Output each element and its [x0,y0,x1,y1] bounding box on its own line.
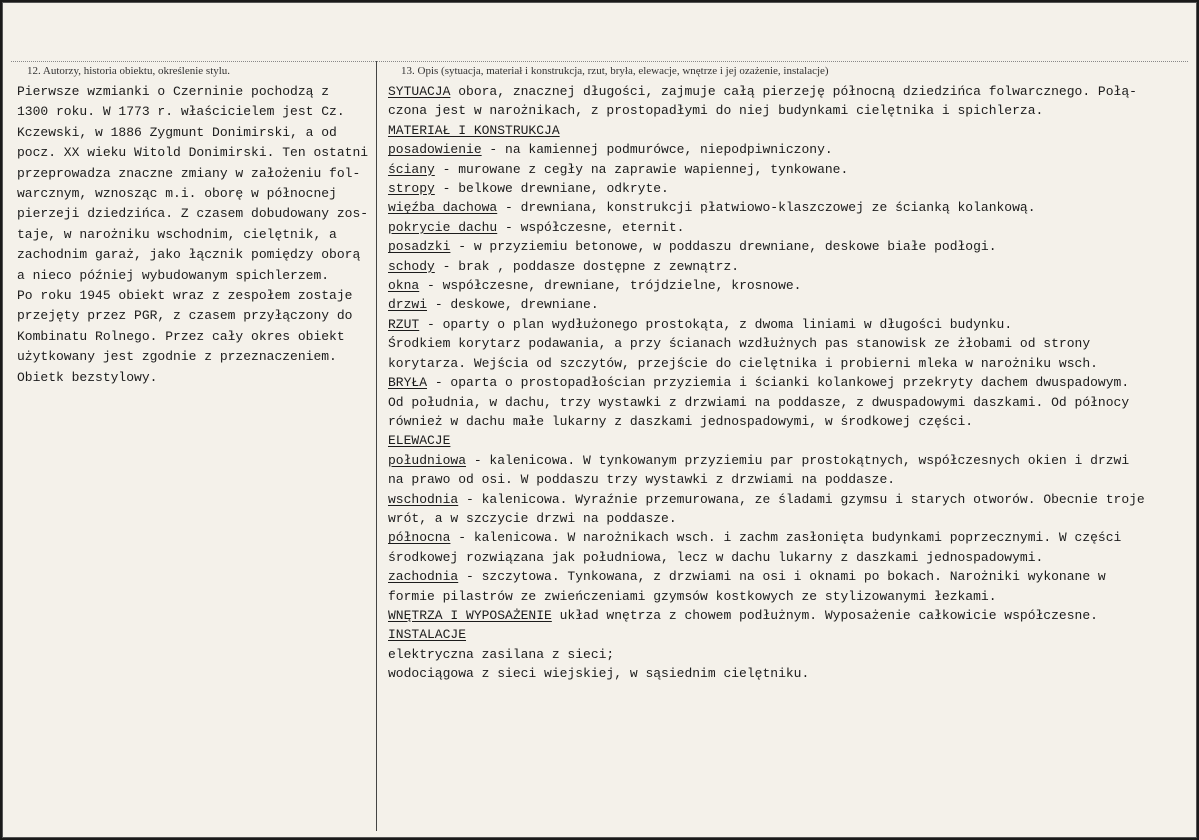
description-text: - kalenicowa. W tynkowanym przyziemiu par prostokątnych, współczesnych okien i drzwi [466,452,1130,468]
description-text: wrót, a w szczycie drzwi na poddasze. [388,510,677,526]
description-text: - murowane z cegły na zaprawie wapiennej, tynkowane. [434,161,849,177]
description-text: układ wnętrza z chowem podłużnym. Wyposażenie całkowicie współczesne. [551,607,1098,623]
description-line [388,645,1188,664]
description-text: na prawo od osi. W poddaszu trzy wystawki z drzwiami na poddasze. [388,472,896,488]
description-text: - belkowe drewniane, odkryte. [434,181,669,197]
history-text-line: użytkowany jest zgodnie z przeznaczeniem. [17,349,337,365]
description-text: Od południa, w dachu, trzy wystawki z drzwiami na poddasze, z dwuspadowymi daszkami. Od północy [388,394,1130,410]
description-text: elektryczna zasilana z sieci; [388,646,615,662]
description-text: Środkiem korytarz podawania, a przy ścianach wzdłużnych pas stanowisk ze żłobami od strony [388,336,1091,352]
description-text: - szczytowa. Tynkowana, z drzwiami na osi i oknami po bokach. Narożniki wykonane w [458,569,1106,585]
description-text: środkowej rozwiązana jak południowa, lecz w dachu lukarny z daszkami jednospadowymi. [388,549,1044,565]
description-line [388,587,1188,606]
description-text: - kalenicowa. Wyraźnie przemurowana, ze śladami gzymsu i starych otworów. Obecnie troje [458,491,1145,507]
section-label: schody [388,258,435,274]
description-line [388,218,1188,237]
section-13-header: 13. Opis (sytuacja, materiał i konstrukcja, rzut, bryła, elewacje, wnętrze i jej ozażenie, instalacje) [401,65,829,77]
section-label: INSTALACJE [388,627,467,643]
section-label: WNĘTRZA I WYPOSAŻENIE [388,607,552,623]
description-text: - oparty o plan wydłużonego prostokąta, z dwoma liniami w długości budynku. [419,316,1013,332]
description-line [388,431,1188,450]
history-text-line: Kczewski, w 1886 Zygmunt Donimirski, a od [17,124,337,140]
section-label: więźba dachowa [388,200,498,216]
description-line [388,606,1188,625]
description-line [388,451,1188,470]
section-label: drzwi [388,297,428,313]
section-label: północna [388,530,451,546]
history-text-line: warcznym, wznosząc m.i. oborę w północnej [17,186,337,202]
description-line [388,393,1188,412]
description-line [388,334,1188,353]
section-label: południowa [388,452,467,468]
description-line [388,625,1188,644]
section-12-header: 12. Autorzy, historia obiektu, określenie stylu. [27,65,231,77]
description-text: - brak , poddasze dostępne z zewnątrz. [434,258,740,274]
description-line [388,528,1188,547]
description-text: - współczesne, eternit. [497,219,685,235]
description-line [388,101,1188,120]
section-label: ściany [388,161,435,177]
description-line [388,373,1188,392]
history-column [17,82,377,388]
top-rule [11,61,1188,62]
section-label: ELEWACJE [388,433,451,449]
description-text: - deskowe, drewniane. [427,297,599,313]
description-line [388,160,1188,179]
section-label: SYTUACJA [388,84,451,99]
section-label: posadzki [388,239,451,255]
section-label: zachodnia [388,569,459,585]
description-line [388,664,1188,683]
section-label: BRYŁA [388,375,428,391]
description-text: czona jest w narożnikach, z prostopadłymi do niej budynkami cielętnika i spichlerza. [388,103,1044,119]
document-page [2,2,1197,838]
history-text-line: a nieco później wybudowanym spichlerzem. [17,267,330,283]
description-line [388,82,1188,101]
history-text-line: przejęty przez PGR, z czasem przyłączony do [17,308,353,324]
history-text-line: Po roku 1945 obiekt wraz z zespołem zostaje [17,288,353,304]
section-label: okna [388,278,420,294]
description-line [388,295,1188,314]
description-text: formie pilastrów ze zwieńczeniami gzymsów kostkowych ze stylizowanymi łezkami. [388,588,997,604]
history-text-line: Obietk bezstylowy. [17,369,158,385]
description-text: - oparta o prostopadłościan przyziemia i ścianki kolankowej przekryty dachem dwuspadowym. [427,375,1130,391]
history-text-line: zachodnim garaż, jako łącznik pomiędzy oborą [17,247,361,263]
description-line [388,179,1188,198]
description-line [388,354,1188,373]
description-text: - w przyziemiu betonowe, w poddaszu drewniane, deskowe białe podłogi. [450,239,997,255]
description-column [388,82,1188,684]
description-text: - współczesne, drewniane, trójdzielne, krosnowe. [419,278,802,294]
description-line [388,237,1188,256]
section-label: wschodnia [388,491,459,507]
description-line [388,140,1188,159]
history-text-line: pierzeji dziedzińca. Z czasem dobudowany zos- [17,206,369,222]
section-label: RZUT [388,316,420,332]
description-line [388,548,1188,567]
description-line [388,276,1188,295]
history-text-line: Kombinatu Rolnego. Przez cały okres obiekt [17,328,345,344]
description-text: obora, znacznej długości, zajmuje całą pierzeję północną dziedzińca folwarcznego. Połą- [450,84,1137,99]
section-label: posadowienie [388,142,482,158]
description-text: korytarza. Wejścia od szczytów, przejście do cielętnika i probierni mleka w narożniku wsch. [388,355,1098,371]
history-text-line: taje, w narożniku wschodnim, cielętnik, a [17,226,337,242]
section-label: stropy [388,181,435,197]
description-line [388,412,1188,431]
description-line [388,315,1188,334]
history-text-line: Pierwsze wzmianki o Czerninie pochodzą z [17,84,330,99]
section-label: MATERIAŁ I KONSTRUKCJA [388,122,560,138]
description-line [388,121,1188,140]
description-text: również w dachu małe lukarny z daszkami jednospadowymi, w środkowej części. [388,413,974,429]
section-label: pokrycie dachu [388,219,498,235]
description-text: - drewniana, konstrukcji płatwiowo-klaszczowej ze ścianką kolankową. [497,200,1036,216]
description-line [388,567,1188,586]
description-line [388,198,1188,217]
description-text: wodociągowa z sieci wiejskiej, w sąsiednim cielętniku. [388,666,810,682]
description-line [388,257,1188,276]
description-line [388,509,1188,528]
history-text-line: 1300 roku. W 1773 r. właścicielem jest Cz. [17,104,345,120]
description-line [388,490,1188,509]
history-text-line: pocz. XX wieku Witold Donimirski. Ten ostatni [17,145,369,161]
description-text: - na kamiennej podmurówce, niepodpiwniczony. [481,142,833,158]
description-text: - kalenicowa. W narożnikach wsch. i zachm zasłonięta budynkami poprzecznymi. W części [450,530,1122,546]
description-line [388,470,1188,489]
history-text-line: przeprowadza znaczne zmiany w założeniu fol- [17,165,361,181]
